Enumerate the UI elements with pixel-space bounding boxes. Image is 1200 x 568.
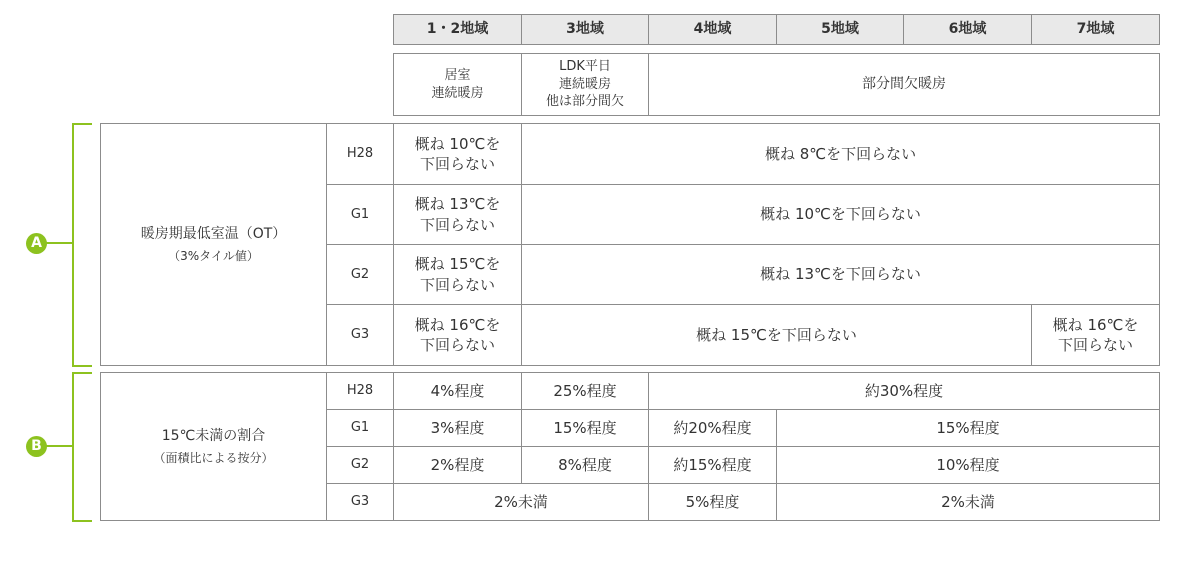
section-a-subtitle: （3%タイル値） [168, 248, 259, 263]
ratio-r4: 約15%程度 [649, 447, 777, 484]
min-temp-r7: 概ね 16℃を 下回らない [1032, 305, 1160, 366]
region-header-1-2: 1・2地域 [394, 15, 522, 45]
ratio-r4: 5%程度 [649, 484, 777, 521]
region-header-6: 6地域 [904, 15, 1032, 45]
min-temp-r12: 概ね 16℃を 下回らない [394, 305, 522, 366]
ratio-r3: 25%程度 [522, 373, 649, 410]
heating-mode-table [393, 53, 1160, 116]
section-a-connector [44, 242, 73, 244]
section-a-title: 暖房期最低室温（OT） [140, 225, 287, 242]
region-header-table [393, 14, 1160, 45]
ratio-r5to7: 15%程度 [777, 410, 1160, 447]
ratio-r12: 3%程度 [394, 410, 522, 447]
grade-cell: G2 [327, 245, 394, 305]
section-b-title: 15℃未満の割合 [161, 427, 266, 444]
section-b-connector [44, 445, 73, 447]
heating-mode-r12: 居室 連続暖房 [394, 54, 522, 116]
min-temp-r3to7: 概ね 8℃を下回らない [522, 124, 1160, 185]
heating-mode-r3: LDK平日 連続暖房 他は部分間欠 [522, 54, 649, 116]
min-temp-r12: 概ね 13℃を 下回らない [394, 185, 522, 245]
section-a-badge: A [26, 233, 47, 254]
section-b-label [101, 373, 327, 521]
grade-cell: G2 [327, 447, 394, 484]
grade-cell: G1 [327, 410, 394, 447]
section-b-bracket [72, 372, 92, 522]
min-temp-r12: 概ね 15℃を 下回らない [394, 245, 522, 305]
min-temp-r3to6: 概ね 15℃を下回らない [522, 305, 1032, 366]
ratio-r12: 4%程度 [394, 373, 522, 410]
ratio-r3: 8%程度 [522, 447, 649, 484]
ratio-r5to7: 2%未満 [777, 484, 1160, 521]
grade-cell: G3 [327, 484, 394, 521]
region-header-4: 4地域 [649, 15, 777, 45]
region-header-7: 7地域 [1032, 15, 1160, 45]
ratio-r4: 約20%程度 [649, 410, 777, 447]
min-temp-r12: 概ね 10℃を 下回らない [394, 124, 522, 185]
grade-cell: G3 [327, 305, 394, 366]
grade-cell: H28 [327, 373, 394, 410]
section-b-badge: B [26, 436, 47, 457]
ratio-r5to7: 10%程度 [777, 447, 1160, 484]
ratio-r3: 15%程度 [522, 410, 649, 447]
ratio-r4to7: 約30%程度 [649, 373, 1160, 410]
ratio-r12to3: 2%未満 [394, 484, 649, 521]
heating-mode-r4to7: 部分間欠暖房 [649, 54, 1160, 116]
ratio-r12: 2%程度 [394, 447, 522, 484]
min-temp-r3to7: 概ね 10℃を下回らない [522, 185, 1160, 245]
region-header-3: 3地域 [522, 15, 649, 45]
region-header-5: 5地域 [777, 15, 904, 45]
min-temp-r3to7: 概ね 13℃を下回らない [522, 245, 1160, 305]
section-a-bracket [72, 123, 92, 367]
grade-cell: G1 [327, 185, 394, 245]
grade-cell: H28 [327, 124, 394, 185]
section-b-table [100, 372, 1160, 521]
section-a-table [100, 123, 1160, 366]
section-a-label [101, 124, 327, 366]
section-b-subtitle: （面積比による按分） [153, 450, 274, 465]
